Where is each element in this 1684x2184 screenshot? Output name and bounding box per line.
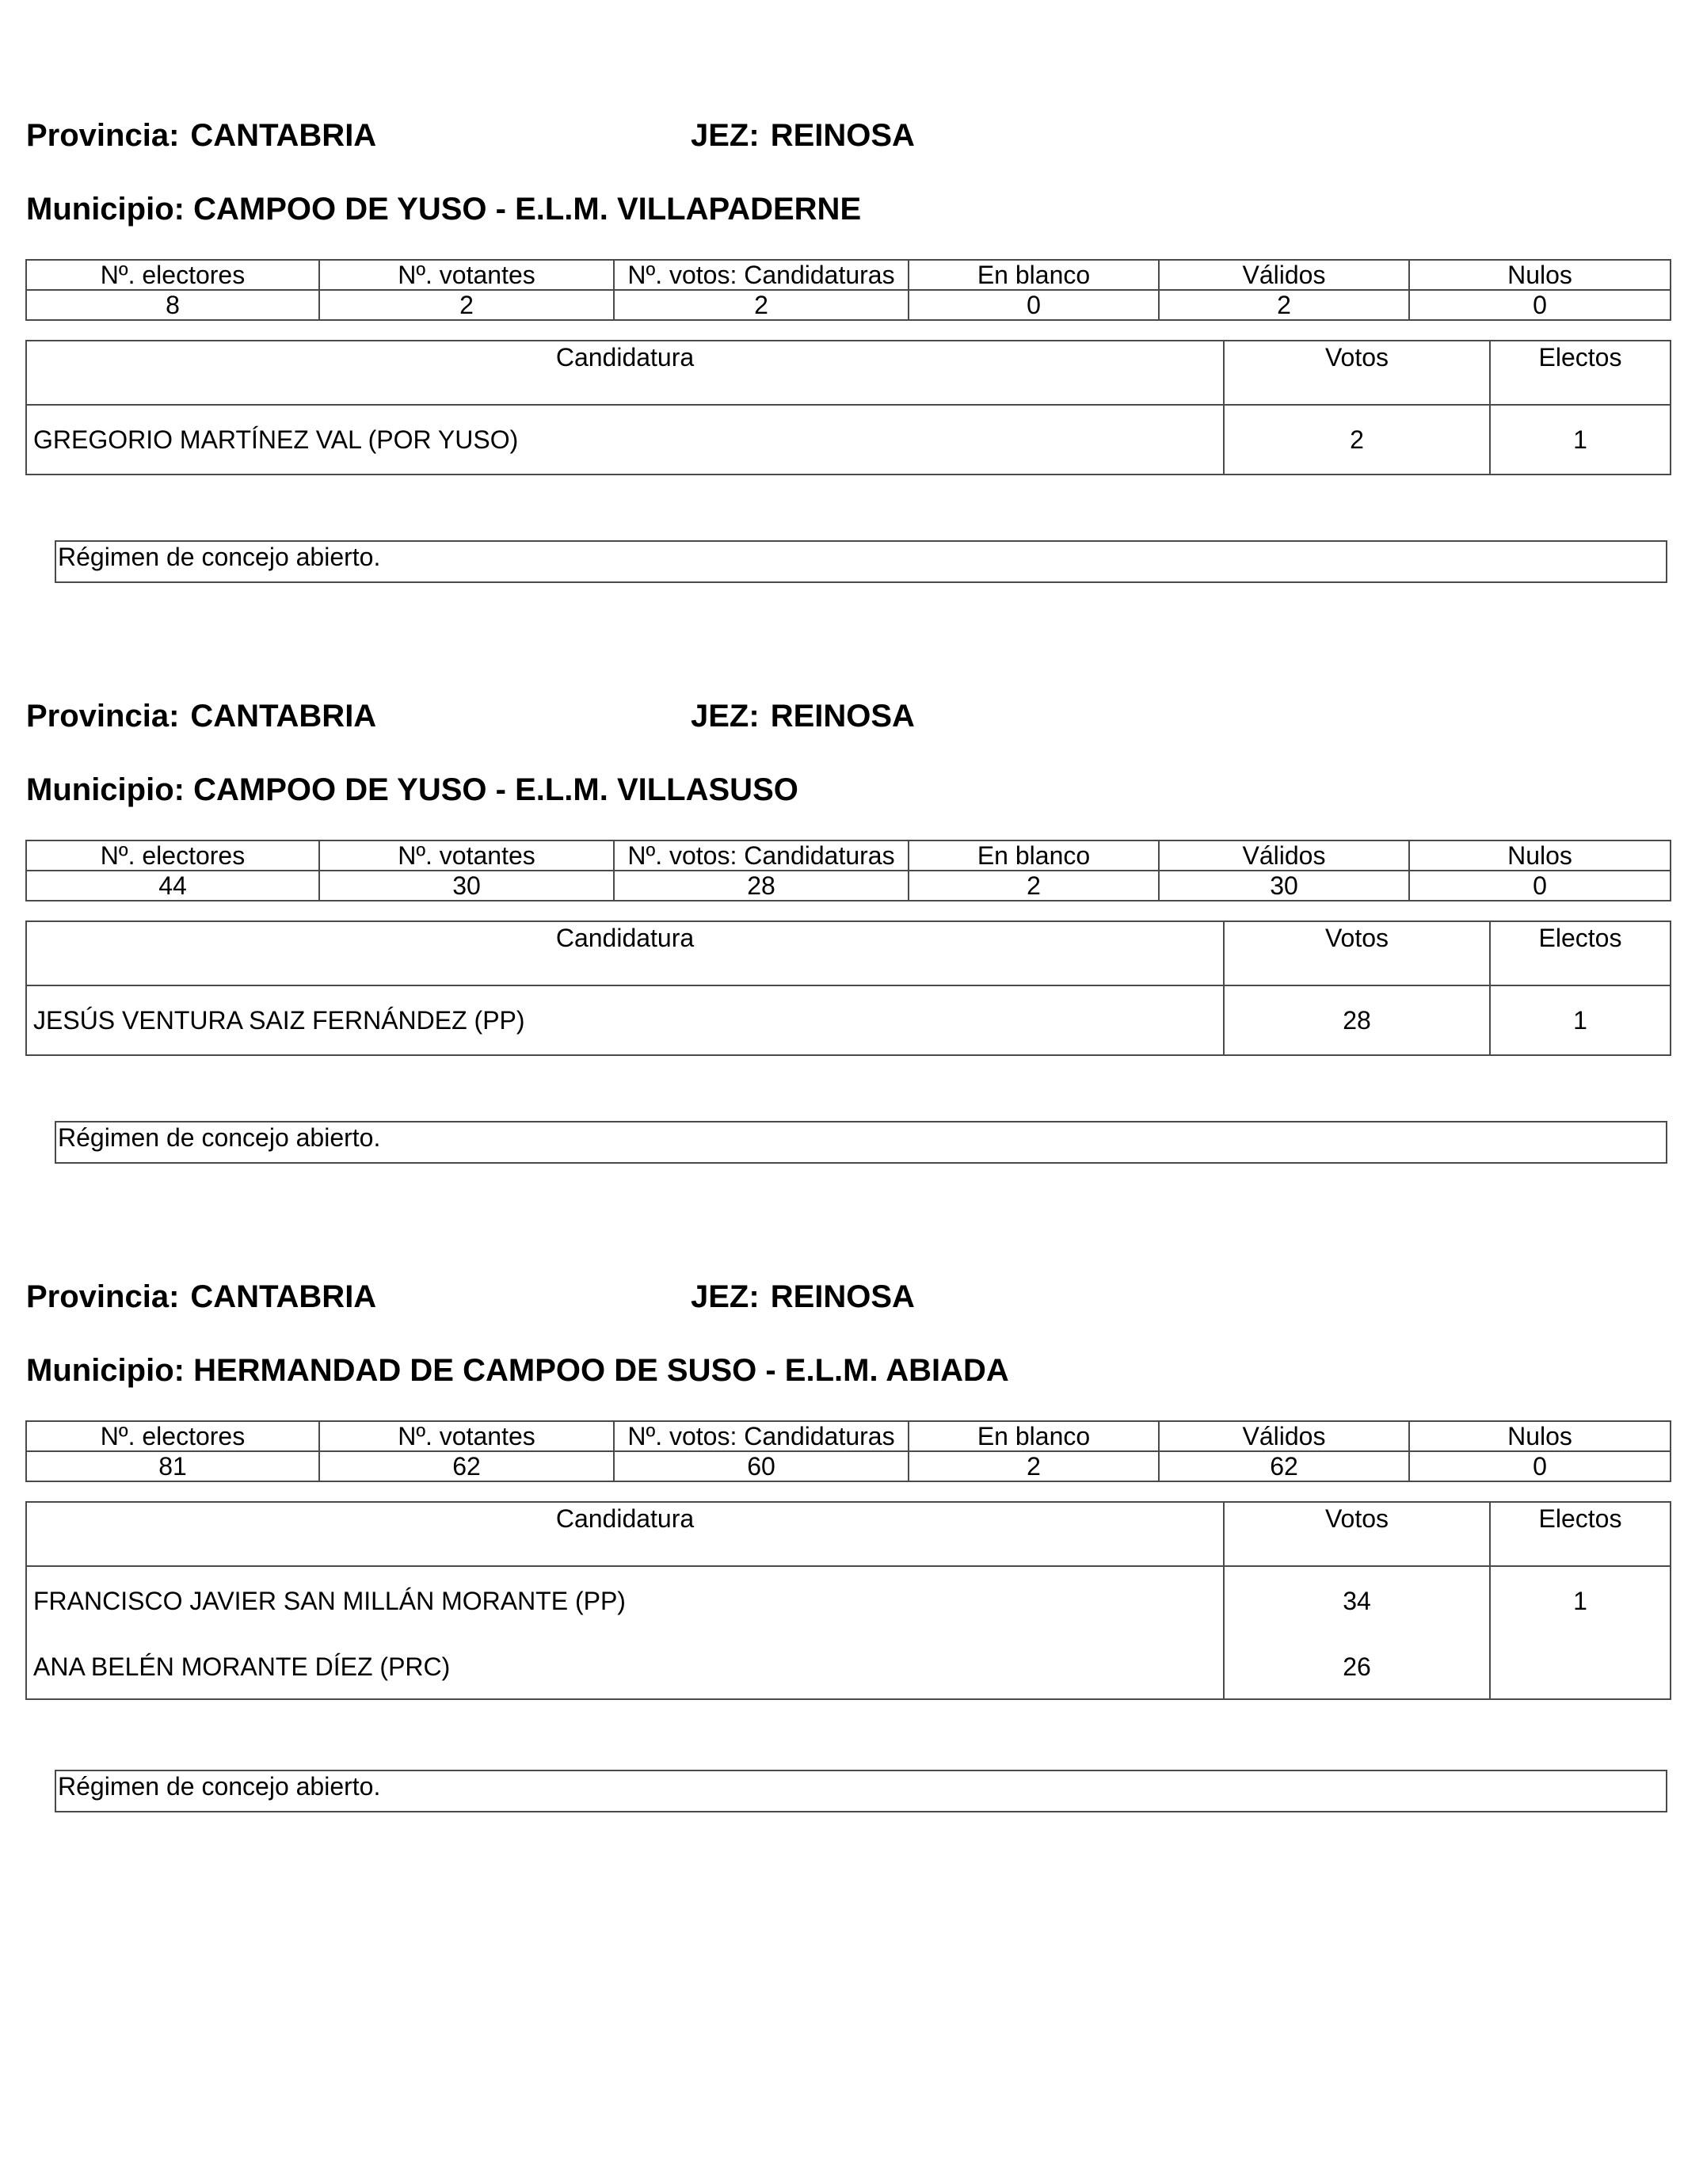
votos-header: Votos [1224,341,1490,405]
stats-value: 30 [1159,871,1409,901]
candidate-name: JESÚS VENTURA SAIZ FERNÁNDEZ (PP) [26,985,1224,1055]
candidates-table [25,1501,1671,1700]
stats-header: En blanco [909,260,1159,290]
stats-value: 28 [614,871,909,901]
stats-value: 0 [1409,871,1671,901]
candidate-row [26,1635,1671,1699]
stats-table [25,840,1671,901]
stats-value: 62 [1159,1451,1409,1481]
regime-note: Régimen de concejo abierto. [55,1770,1667,1812]
regime-note: Régimen de concejo abierto. [55,1121,1667,1164]
stats-header: Nº. votantes [319,260,614,290]
stats-value: 8 [26,290,319,320]
stats-value-row [26,871,1671,901]
result-section [0,116,1684,623]
candidates-header-row [26,1502,1671,1566]
result-section [0,1278,1684,1832]
stats-value: 2 [909,1451,1159,1481]
municipio-heading: Municipio: CAMPOO DE YUSO - E.L.M. VILLASUSO [26,772,798,807]
electos-header: Electos [1490,921,1671,985]
stats-header: Nº. votos: Candidaturas [614,1421,909,1451]
stats-value: 60 [614,1451,909,1481]
municipio-heading: Municipio: CAMPOO DE YUSO - E.L.M. VILLAPADERNE [26,192,862,227]
stats-value: 30 [319,871,614,901]
stats-value: 0 [1409,290,1671,320]
stats-header: Nº. votantes [319,1421,614,1451]
stats-header: Nulos [1409,260,1671,290]
stats-header: Nº. votantes [319,840,614,871]
electos-header: Electos [1490,341,1671,405]
candidates-table [25,920,1671,1056]
candidate-row [26,405,1671,475]
stats-header: Válidos [1159,260,1409,290]
stats-header-row [26,1421,1671,1451]
stats-table [25,259,1671,321]
stats-header: Nº. electores [26,840,319,871]
stats-header: Nº. votos: Candidaturas [614,260,909,290]
stats-header: Válidos [1159,840,1409,871]
provincia-heading: Provincia: CANTABRIA [26,118,377,153]
stats-value: 44 [26,871,319,901]
stats-header: Nº. electores [26,260,319,290]
candidate-votes: 28 [1224,985,1490,1055]
candidates-header-row [26,341,1671,405]
stats-value: 2 [319,290,614,320]
candidate-elected: 1 [1490,985,1671,1055]
candidate-votes: 2 [1224,405,1490,475]
candidate-row [26,1566,1671,1635]
stats-header: En blanco [909,840,1159,871]
candidate-elected: 1 [1490,1566,1671,1635]
jez-heading: JEZ: REINOSA [691,699,915,734]
candidatura-header: Candidatura [26,341,1224,405]
stats-value: 0 [1409,1451,1671,1481]
candidate-elected [1490,1635,1671,1699]
stats-value: 0 [909,290,1159,320]
stats-value: 62 [319,1451,614,1481]
stats-value: 2 [1159,290,1409,320]
regime-note: Régimen de concejo abierto. [55,540,1667,583]
candidate-votes: 34 [1224,1566,1490,1635]
stats-value-row [26,290,1671,320]
stats-header-row [26,840,1671,871]
jez-heading: JEZ: REINOSA [691,1279,915,1314]
stats-header: Válidos [1159,1421,1409,1451]
votos-header: Votos [1224,1502,1490,1566]
jez-heading: JEZ: REINOSA [691,118,915,153]
candidate-name: GREGORIO MARTÍNEZ VAL (POR YUSO) [26,405,1224,475]
candidate-elected: 1 [1490,405,1671,475]
candidate-row [26,985,1671,1055]
candidate-name: ANA BELÉN MORANTE DÍEZ (PRC) [26,1635,1224,1699]
provincia-heading: Provincia: CANTABRIA [26,1279,377,1314]
candidate-name: FRANCISCO JAVIER SAN MILLÁN MORANTE (PP) [26,1566,1224,1635]
votos-header: Votos [1224,921,1490,985]
stats-header: Nulos [1409,1421,1671,1451]
stats-value-row [26,1451,1671,1481]
candidate-votes: 26 [1224,1635,1490,1699]
stats-value: 81 [26,1451,319,1481]
stats-table [25,1420,1671,1482]
stats-value: 2 [909,871,1159,901]
stats-value: 2 [614,290,909,320]
stats-header: Nulos [1409,840,1671,871]
municipio-heading: Municipio: HERMANDAD DE CAMPOO DE SUSO - E.L.M. ABIADA [26,1353,1009,1388]
result-section [0,697,1684,1204]
electos-header: Electos [1490,1502,1671,1566]
candidates-table [25,340,1671,475]
candidatura-header: Candidatura [26,921,1224,985]
stats-header: Nº. votos: Candidaturas [614,840,909,871]
candidatura-header: Candidatura [26,1502,1224,1566]
stats-header-row [26,260,1671,290]
provincia-heading: Provincia: CANTABRIA [26,699,377,734]
candidates-header-row [26,921,1671,985]
stats-header: Nº. electores [26,1421,319,1451]
stats-header: En blanco [909,1421,1159,1451]
